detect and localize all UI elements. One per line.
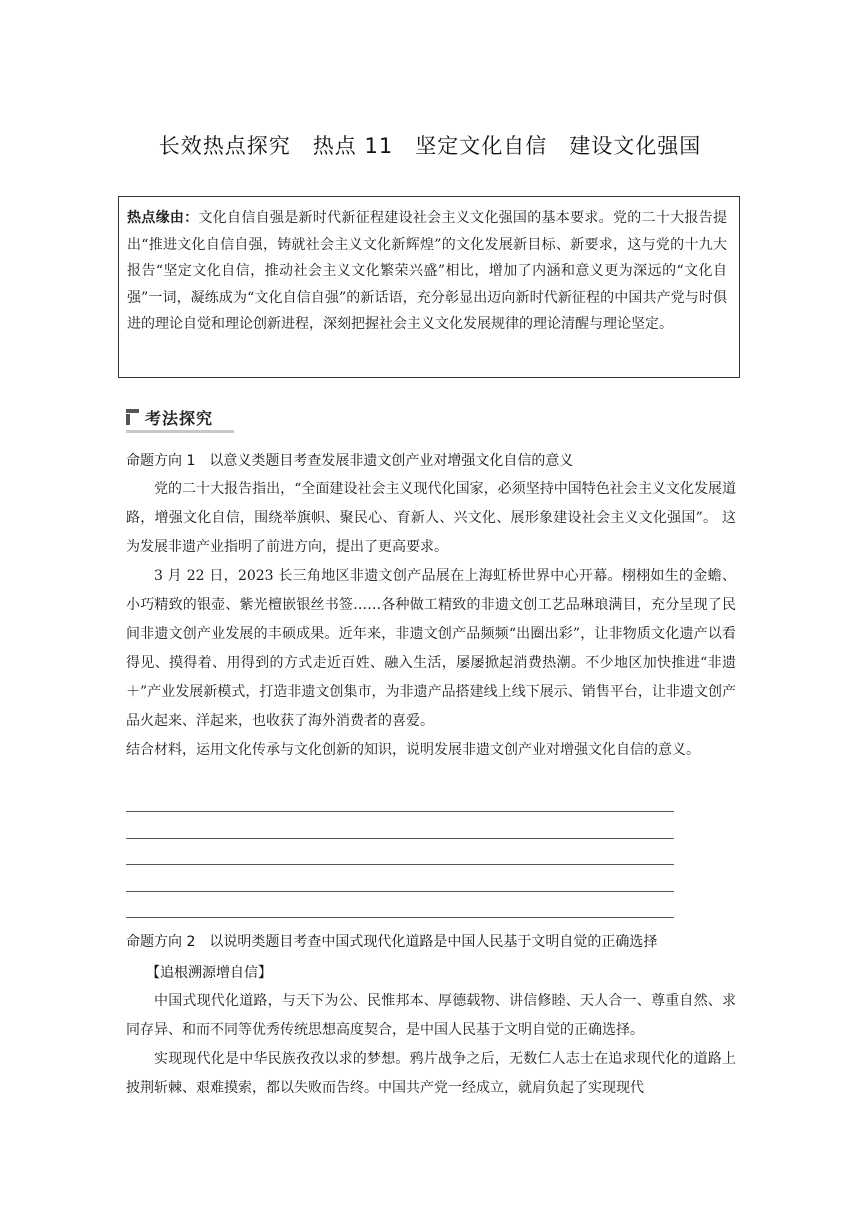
section-underline [126,430,234,433]
answer-line [126,865,674,891]
direction1-question: 结合材料，运用文化传承与文化创新的知识，说明发展非遗文创产业对增强文化自信的意义。 [126,742,700,758]
direction1-paragraph-2: 3 月 22 日，2023 长三角地区非遗文创产品展在上海虹桥世界中心开幕。栩栩如生的金蟾、小巧精致的银壶、紫光檀嵌银丝书签……各种做工精致的非遗文创工艺品琳琅满目，充分呈现了民间非遗文创产业发展的丰硕成果。近年来，非遗文创产品频频“出圈出彩”，让非物质文化遗产以看得见、摸得着、用得到的方式走近百姓、融入生活，屡屡掀起消费热潮。不少地区加快推进“非遗＋”产业发展新模式，打造非遗文创集市，为非遗产品搭建线上线下展示、销售平台，让非遗文创产品火起来、洋起来，也收获了海外消费者的喜爱。 [126,568,736,729]
direction2-paragraph-2: 实现现代化是中华民族孜孜以求的梦想。鸦片战争之后，无数仁人志士在追求现代化的道路上披荆斩棘、艰难摸索，都以失败而告终。中国共产党一经成立，就肩负起了实现现代 [126,1051,736,1096]
answer-area[interactable] [126,786,674,918]
section-marker-icon [126,409,139,425]
direction1-heading: 命题方向 1 以意义类题目考查发展非遗文创产业对增强文化自信的意义 [126,453,574,469]
section-header [126,403,234,431]
answer-line [126,786,674,812]
hot-point-box [118,196,740,378]
hot-point-label: 热点缘由： [127,210,199,226]
page-title: 长效热点探究 热点 11 坚定文化自信 建设文化强国 [158,134,702,158]
answer-line [126,839,674,865]
direction2-heading: 命题方向 2 以说明类题目考查中国式现代化道路是中国人民基于文明自觉的正确选择 [126,934,658,950]
answer-line [126,892,674,918]
direction2-paragraph-1: 中国式现代化道路，与天下为公、民惟邦本、厚德载物、讲信修睦、天人合一、尊重自然、求同存异、和而不同等优秀传统思想高度契合，是中国人民基于文明自觉的正确选择。 [126,993,736,1038]
answer-line [126,812,674,838]
direction1-paragraph-1: 党的二十大报告指出，“全面建设社会主义现代化国家，必须坚持中国特色社会主义文化发展道路，增强文化自信，围绕举旗帜、聚民心、育新人、兴文化、展形象建设社会主义文化强国”。 这为发展非遗产业指明了前进方向，提出了更高要求。 [126,481,736,555]
hot-point-text: 文化自信自强是新时代新征程建设社会主义文化强国的基本要求。党的二十大报告提出“推进文化自信自强，铸就社会主义文化新辉煌”的文化发展新目标、新要求，这与党的十九大报告“坚定文化自信，推动社会主义文化繁荣兴盛”相比，增加了内涵和意义更为深远的“文化自强”一词，凝练成为“文化自信自强”的新话语，充分彰显出迈向新时代新征程的中国共产党与时俱进的理论自觉和理论创新进程，深刻把握社会主义文化发展规律的理论清醒与理论坚定。 [127,210,728,332]
direction2-subheading: 【追根溯源增自信】 [146,965,272,981]
section-title: 考法探究 [145,408,214,428]
